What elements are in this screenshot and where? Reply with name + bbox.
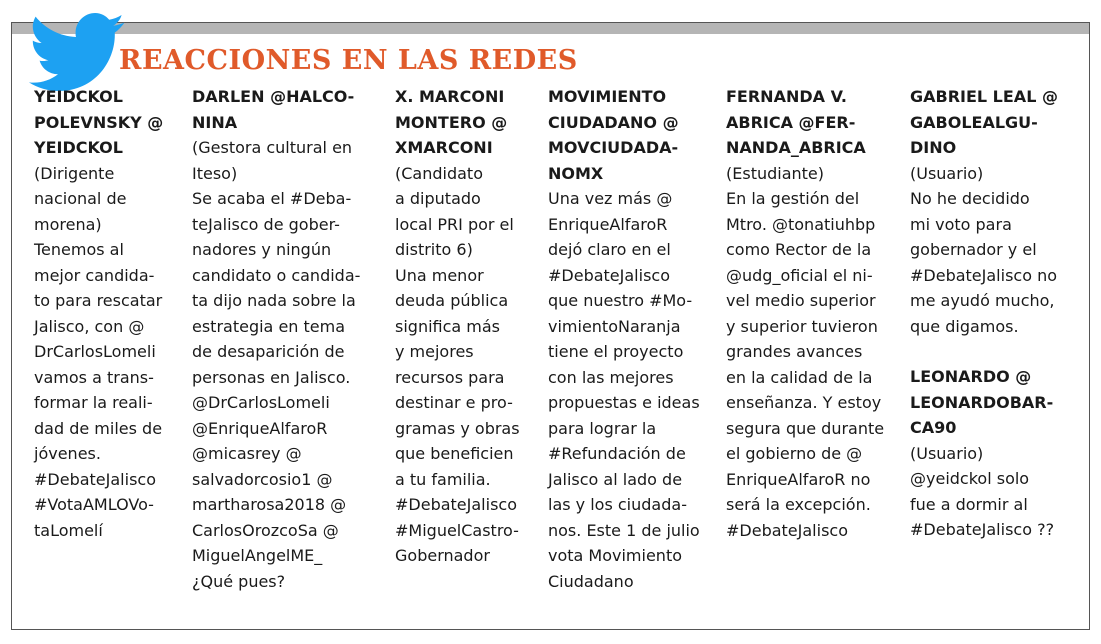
tweet-entry [548, 84, 718, 594]
header-bar [12, 23, 1089, 34]
author-role: (Gestora cultural en Iteso) [192, 138, 353, 183]
tweet-author: LEONARDO @ LEONARDOBAR- CA90 [910, 367, 1054, 437]
tweet-text: Se acaba el #Deba- teJalisco de gober- nadores y ningún candidato o candida- ta dijo nada sobre la estrategia en tema de desaparición de personas en Jalisco. @DrCarlosLomeli @EnriqueAlfaroR @micasrey @ salvadorcosio1 @ martharosa2018 @ CarlosOrozcoSa @ MiguelAngelME_ ¿Qué pues? [192, 189, 361, 591]
author-role: (Usuario) [910, 163, 984, 183]
tweet-entry [910, 84, 1082, 339]
reaction-column-6 [910, 84, 1082, 543]
tweet-text: @yeidckol solo fue a dormir al #DebateJalisco ?? [910, 469, 1055, 539]
tweet-author: MOVIMIENTO CIUDADANO @ MOVCIUDADA- NOMX [548, 87, 679, 183]
reaction-column-3 [395, 84, 540, 569]
tweet-author: DARLEN @HALCO- NINA [192, 87, 355, 132]
reaction-column-2 [192, 84, 387, 594]
tweet-entry [34, 84, 184, 543]
reaction-column-5 [726, 84, 904, 543]
tweet-entry [910, 364, 1082, 543]
twitter-bird-icon [28, 13, 128, 93]
reaction-column-1 [34, 84, 184, 543]
tweet-author: FERNANDA V. ABRICA @FER- NANDA_ABRICA [726, 87, 866, 157]
author-role: (Usuario) [910, 443, 984, 463]
tweet-author: GABRIEL LEAL @ GABOLEALGU- DINO [910, 87, 1058, 157]
tweet-text: Tenemos al mejor candida- to para rescatar Jalisco, con @ DrCarlosLomeli vamos a trans- formar la reali- dad de miles de jóvenes. #DebateJalisco #VotaAMLOVo- taLomelí [34, 240, 163, 540]
page-edge-line [470, 0, 730, 5]
author-role: (Candidato a diputado local PRI por el distrito 6) [395, 163, 514, 259]
tweet-text: En la gestión del Mtro. @tonatiuhbp como Rector de la @udg_oficial el ni- vel medio superior y superior tuvieron grandes avances en la calidad de la enseñanza. Y estoy segura que durante el gobierno de @ EnriqueAlfaroR no será la excepción. #DebateJalisco [726, 189, 885, 540]
author-role: (Dirigente nacional de morena) [34, 163, 127, 234]
tweet-text: No he decidido mi voto para gobernador y el #DebateJalisco no me ayudó mucho, que digamos. [910, 189, 1057, 336]
tweet-author: YEIDCKOL POLEVNSKY @ YEIDCKOL [34, 87, 164, 157]
tweet-author: X. MARCONI MONTERO @ XMARCONI [395, 87, 508, 157]
tweet-entry [192, 84, 387, 594]
tweet-entry [395, 84, 540, 569]
author-role: (Estudiante) [726, 163, 825, 183]
reaction-column-4 [548, 84, 718, 594]
section-title: REACCIONES EN LAS REDES [119, 45, 578, 76]
tweet-text: Una vez más @ EnriqueAlfaroR dejó claro en el #DebateJalisco que nuestro #Mo- vimientoNaranja tiene el proyecto con las mejores propuestas e ideas para lograr la #Refundación de Jalisco al lado de las y los ciudada- nos. Este 1 de julio vota Movimiento Ciudadano [548, 189, 700, 591]
tweet-text: Una menor deuda pública significa más y mejores recursos para destinar e pro- gramas y obras que beneficien a tu familia. #DebateJalisco #MiguelCastro- Gobernador [395, 265, 520, 565]
tweet-entry [726, 84, 904, 543]
